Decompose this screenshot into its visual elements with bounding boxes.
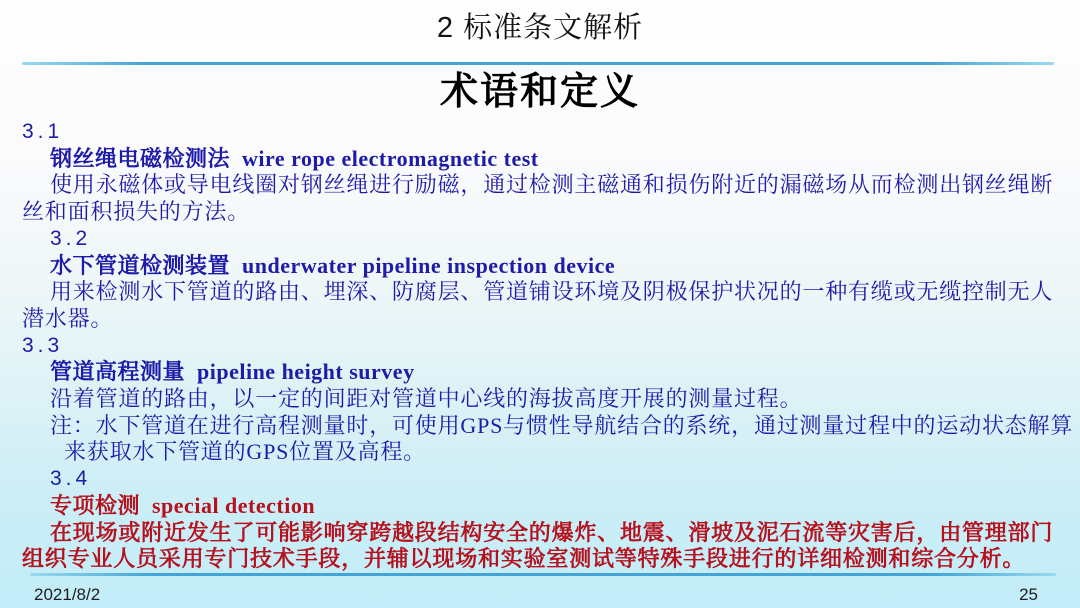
footer-date: 2021/8/2 (34, 584, 101, 604)
section-number: 3.3 (22, 333, 64, 357)
definition-line: 在现场或附近发生了可能影响穿跨越段结构安全的爆炸、地震、滑坡及泥石流等灾害后，由管理部门 (50, 519, 1054, 545)
content-lines (0, 115, 1080, 573)
section-number: 3.2 (50, 226, 92, 250)
term-line: 管道高程测量 pipeline height survey (50, 359, 415, 385)
section-number: 3.4 (50, 467, 92, 491)
definition-line: 沿着管道的路由，以一定的间距对管道中心线的海拔高度开展的测量过程。 (50, 386, 803, 412)
page-number: 25 (1019, 584, 1038, 604)
footer (0, 576, 1080, 605)
slide-header-title: 2 标准条文解析 (436, 12, 644, 44)
note-line: 注：水下管道在进行高程测量时，可使用GPS与惯性导航结合的系统，通过测量过程中的运动状态解算 (50, 412, 1074, 438)
term-line: 水下管道检测装置 underwater pipeline inspection device (50, 252, 616, 278)
definition-line: 潜水器。 (22, 305, 114, 331)
title-divider (22, 62, 1054, 65)
definition-line: 用来检测水下管道的路由、埋深、防腐层、管道铺设环境及阴极保护状况的一种有缆或无缆控制无人 (50, 279, 1054, 305)
definition-line: 组织专业人员采用专门技术手段，并辅以现场和实验室测试等特殊手段进行的详细检测和综合分析。 (22, 546, 1026, 572)
definition-line: 使用永磁体或导电线圈对钢丝绳进行励磁，通过检测主磁通和损伤附近的漏磁场从而检测出钢丝绳断 (50, 172, 1054, 198)
definition-line: 丝和面积损失的方法。 (22, 199, 251, 225)
term-line: 钢丝绳电磁检测法 wire rope electromagnetic test (50, 145, 539, 171)
section-number: 3.1 (22, 120, 64, 143)
term-line: 专项检测 special detection (50, 492, 316, 518)
note-line: 来获取水下管道的GPS位置及高程。 (64, 439, 426, 465)
section-heading: 术语和定义 (439, 71, 640, 113)
